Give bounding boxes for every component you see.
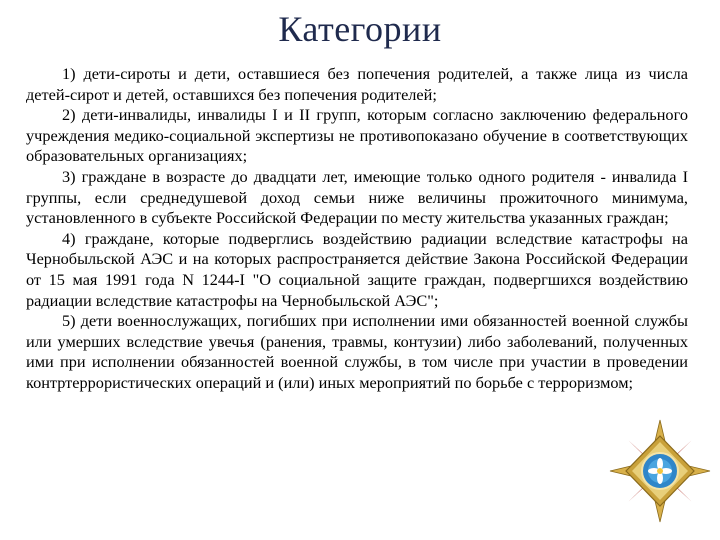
category-item-1: 1) дети-сироты и дети, оставшиеся без попечения родителей, а также лица из числа детей-сирот и детей, оставшихся без попечения родителей; <box>26 64 688 104</box>
slide-title: Категории <box>278 9 442 49</box>
category-item-4: 4) граждане, которые подверглись воздействию радиации вследствие катастрофы на Чернобыльской АЭС и на которых распространяется действие Закона Российской Федерации от 15 мая 1991 года N 1244-I "О социальной защите граждан, подвергшихся воздействию радиации вследствие катастрофы на Чернобыльской АЭС"; <box>26 228 688 310</box>
category-item-3: 3) граждане в возрасте до двадцати лет, имеющие только одного родителя - инвалида I группы, если среднедушевой доход семьи ниже величины прожиточного минимума, установленного в субъекте Российской Федерации по месту жительства указанных граждан; <box>26 166 688 228</box>
category-item-5: 5) дети военнослужащих, погибших при исполнении ими обязанностей военной службы или умерших вследствие увечья (ранения, травмы, контузии) либо заболеваний, полученных ими при исполнении обязанностей военной службы, в том числе при участии в проведении контртеррористических операций и (или) иных мероприятий по борьбе с терроризмом; <box>26 311 688 392</box>
compass-star-emblem-icon <box>608 418 712 524</box>
category-item-2: 2) дети-инвалиды, инвалиды I и II групп, которым согласно заключению федерального учреждения медико-социальной экспертизы не противопоказано обучение в соответствующих образовательных организациях; <box>26 105 688 166</box>
category-list <box>26 64 688 394</box>
emblem-center-dot <box>657 468 663 474</box>
